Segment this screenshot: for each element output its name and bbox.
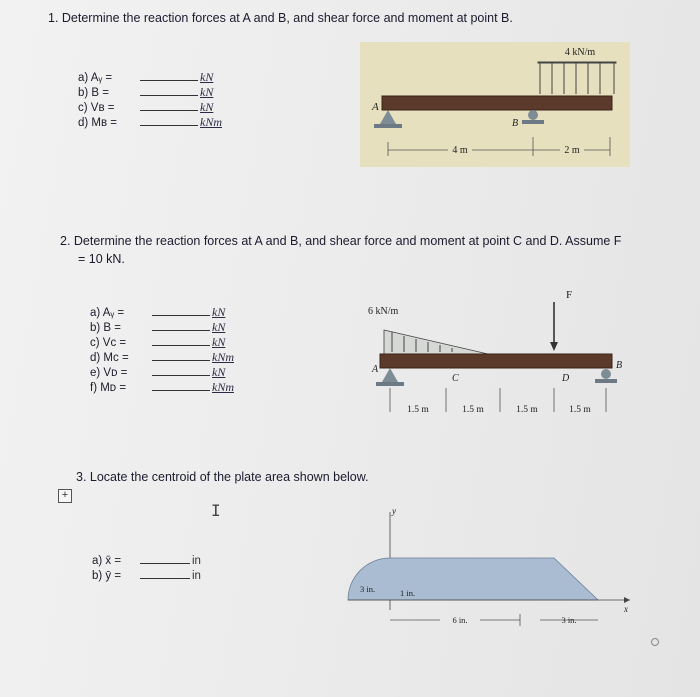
distributed-load-label: 6 kN/m	[368, 306, 399, 317]
dimension-2m: 2 m	[564, 145, 580, 156]
y-axis-label: y	[392, 506, 396, 516]
answer-unit: kNm	[212, 380, 234, 394]
answer-unit: kN	[200, 70, 214, 84]
answer-blank[interactable]	[140, 553, 190, 564]
point-b-label: B	[616, 360, 623, 371]
plate-area	[348, 558, 598, 600]
dimension-slope: 3 in.	[561, 615, 577, 625]
question-3-title: 3. Locate the centroid of the plate area shown below.	[76, 470, 369, 484]
force-f-arrow	[550, 302, 558, 351]
add-icon[interactable]: +	[58, 489, 72, 503]
answer-unit: kN	[212, 365, 226, 379]
answer-unit: kN	[212, 335, 226, 349]
answer-label: d) Mʙ =	[78, 117, 118, 129]
answer-blank[interactable]	[140, 568, 190, 579]
answer-unit: kNm	[200, 115, 222, 129]
answer-label: c) Vc =	[90, 337, 127, 349]
answer-label: a) Aᵧ =	[90, 307, 125, 319]
question-1-answers	[78, 70, 222, 130]
text-cursor-icon: I	[211, 501, 221, 520]
point-a-label: A	[372, 101, 379, 113]
answer-row-b	[90, 320, 234, 335]
dimension-offset: 1 in.	[400, 588, 416, 598]
question-2-answers	[90, 305, 234, 395]
answer-label: b) ȳ =	[92, 570, 122, 582]
answer-row-b	[78, 85, 222, 100]
roller-support-b	[595, 369, 617, 383]
question-2-title-line1: 2. Determine the reaction forces at A and B, and shear force and moment at point C and D. Assume F	[60, 234, 622, 248]
dimension-width: 6 in.	[452, 615, 468, 625]
answer-unit: kN	[212, 305, 226, 319]
answer-label: d) Mc =	[90, 352, 129, 364]
question-2-beam-figure	[366, 284, 632, 420]
answer-label: c) Vʙ =	[78, 102, 115, 114]
question-1-beam-figure	[360, 42, 630, 167]
answer-label: f) Mᴅ =	[90, 382, 127, 394]
dimension-4m: 4 m	[452, 145, 468, 156]
distributed-load-label: 4 kN/m	[564, 47, 596, 58]
answer-blank[interactable]	[140, 115, 198, 126]
answer-blank[interactable]	[152, 350, 210, 361]
answer-blank[interactable]	[140, 70, 198, 81]
question-3-answers	[92, 553, 201, 583]
answer-row-ay	[90, 305, 234, 320]
dimension-1: 1.5 m	[407, 405, 429, 415]
answer-row-vb	[78, 100, 222, 115]
answer-blank[interactable]	[152, 305, 210, 316]
answer-row-ay	[78, 70, 222, 85]
dimension-2: 1.5 m	[462, 405, 484, 415]
answer-label: e) Vᴅ =	[90, 367, 128, 379]
question-1-title: 1. Determine the reaction forces at A and B, and shear force and moment at point B.	[48, 11, 513, 25]
dimension-3: 1.5 m	[516, 405, 538, 415]
x-axis-arrow	[624, 597, 630, 603]
dimension-4: 1.5 m	[569, 405, 591, 415]
point-a-label: A	[372, 364, 379, 375]
answer-blank[interactable]	[152, 365, 210, 376]
beam	[382, 96, 612, 110]
answer-unit: in	[192, 570, 201, 582]
question-2-title-line2: = 10 kN.	[78, 252, 125, 266]
force-f-label: F	[566, 289, 573, 301]
answer-blank[interactable]	[152, 335, 210, 346]
point-d-label: D	[562, 373, 570, 384]
answer-row-md	[90, 380, 234, 395]
answer-blank[interactable]	[152, 380, 210, 391]
answer-unit: kNm	[212, 350, 234, 364]
answer-label: b) B =	[78, 87, 110, 99]
answer-unit: in	[192, 555, 201, 567]
question-3-plate-figure	[340, 500, 636, 630]
answer-row-ybar	[92, 568, 201, 583]
answer-row-vd	[90, 365, 234, 380]
circle-mark-icon	[651, 638, 659, 646]
answer-unit: kN	[200, 85, 214, 99]
answer-unit: kN	[212, 320, 226, 334]
answer-unit: kN	[200, 100, 214, 114]
dimension-radius: 3 in.	[360, 584, 376, 594]
answer-row-vc	[90, 335, 234, 350]
triangular-load	[384, 330, 488, 354]
answer-label: a) x̄ =	[92, 555, 122, 567]
answer-row-xbar	[92, 553, 201, 568]
answer-row-mb	[78, 115, 222, 130]
answer-label: b) B =	[90, 322, 122, 334]
answer-blank[interactable]	[152, 320, 210, 331]
answer-row-mc	[90, 350, 234, 365]
answer-blank[interactable]	[140, 85, 198, 96]
point-b-label: B	[512, 118, 519, 129]
beam	[380, 354, 612, 368]
point-c-label: C	[452, 373, 459, 384]
pin-support-a	[376, 368, 404, 386]
answer-blank[interactable]	[140, 100, 198, 111]
x-axis-label: x	[624, 604, 628, 614]
answer-label: a) Aᵧ =	[78, 72, 113, 84]
